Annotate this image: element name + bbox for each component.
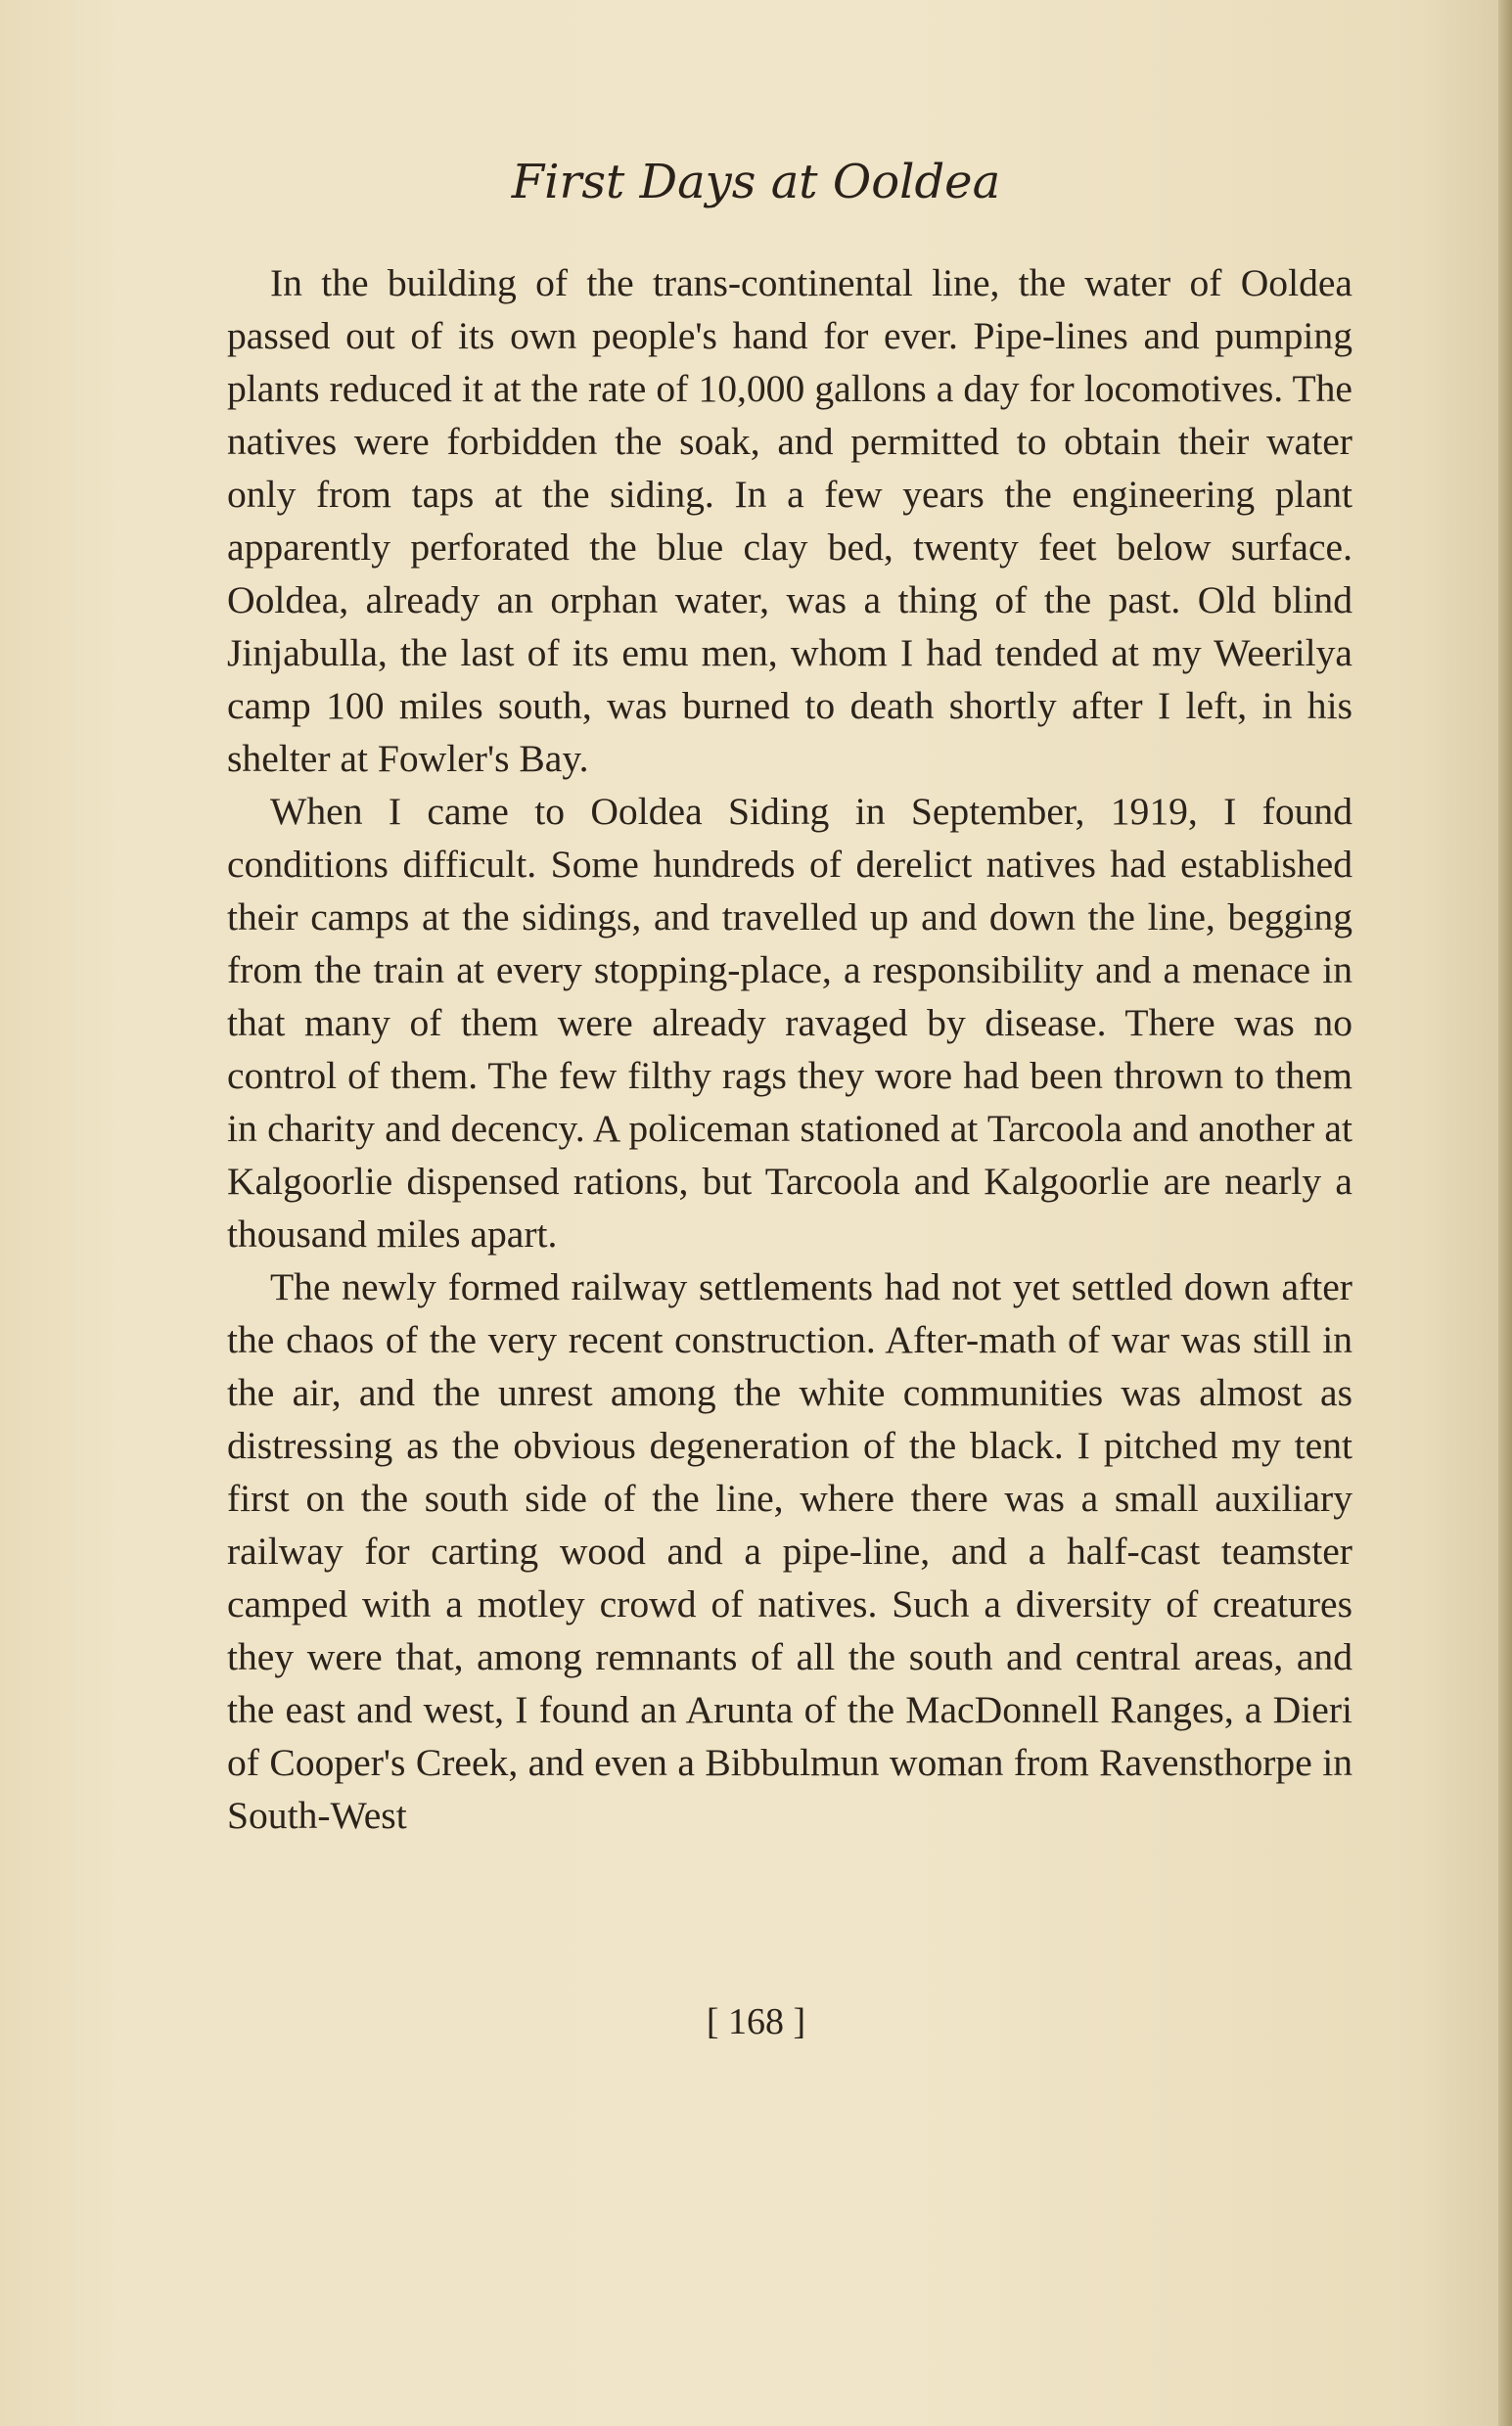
paragraph-3: The newly formed railway settlements had not yet settled down after the chaos of the very recent construction. After-math of war was still in the air, and the unrest among the white communities was almost as distressing as the obvious degeneration of the black. I pitched my tent first on the south side of the line, where there was a small auxiliary railway for carting wood and a pipe-line, and a half-cast teamster camped with a motley crowd of natives. Such a diversity of creatures they were that, among remnants of all the south and central areas, and the east and west, I found an Arunta of the MacDonnell Ranges, a Dieri of Cooper's Creek, and even a Bibbulmun woman from Ravensthorpe in South-West [227,1265,1352,1837]
running-head: First Days at Ooldea [511,155,1001,209]
body-text [227,256,1352,1842]
page-number: [ 168 ] [706,2001,806,2042]
page-edge [1498,0,1512,2426]
paragraph-2: When I came to Ooldea Siding in September, 1919, I found conditions difficult. Some hundreds of derelict natives had established their camps at the sidings, and travelled up and down the line, begging from the train at every stopping-place, a responsibility and a menace in that many of them were already ravaged by disease. There was no control of them. The few filthy rags they wore had been thrown to them in charity and decency. A policeman stationed at Tarcoola and another at Kalgoorlie dispensed rations, but Tarcoola and Kalgoorlie are nearly a thousand miles apart. [227,790,1352,1256]
paragraph-1: In the building of the trans-continental line, the water of Ooldea passed out of its own people's hand for ever. Pipe-lines and pumping plants reduced it at the rate of 10,000 gallons a day for locomotives. The natives were forbidden the soak, and permitted to obtain their water only from taps at the siding. In a few years the engineering plant apparently perforated the blue clay bed, twenty feet below surface. Ooldea, already an orphan water, was a thing of the past. Old blind Jinjabulla, the last of its emu men, whom I had tended at my Weerilya camp 100 miles south, was burned to death shortly after I left, in his shelter at Fowler's Bay. [227,261,1352,780]
